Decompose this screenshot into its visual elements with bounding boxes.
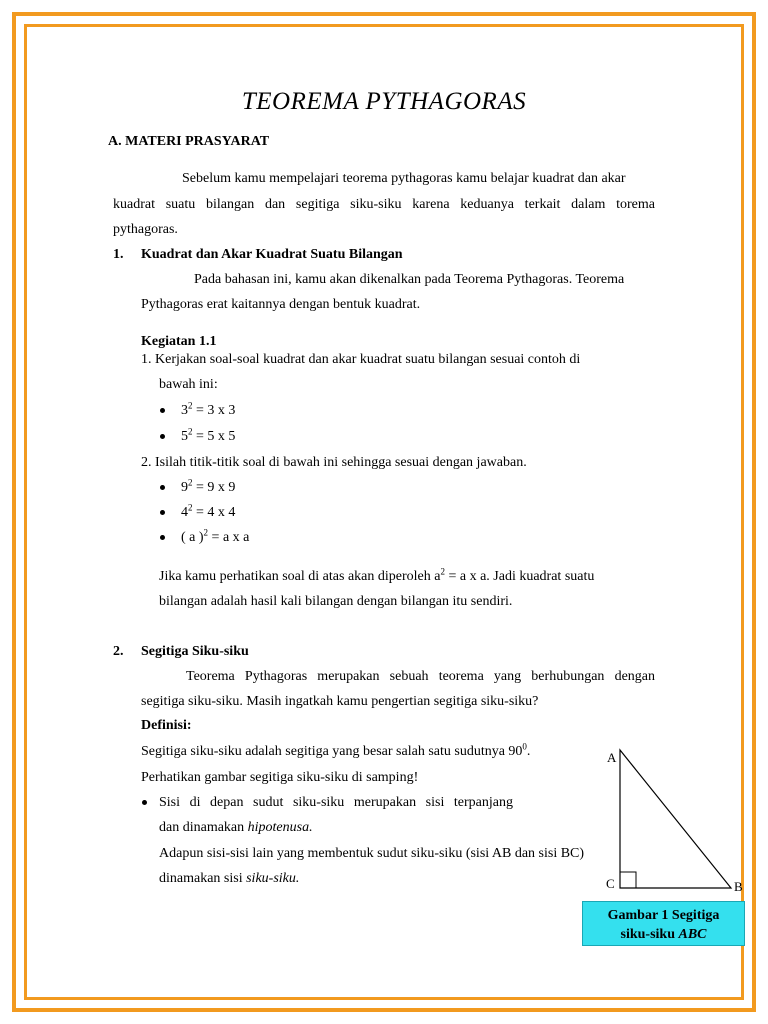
exercise-4-squared: $4^2 = 4$ x 4 — [181, 502, 236, 520]
subsection-2-title: Segitiga Siku-siku — [141, 644, 249, 659]
section-a-heading: A. MATERI PRASYARAT — [108, 134, 270, 149]
right-angle-marker — [620, 872, 636, 888]
legs-line-1: Adapun sisi-sisi lain yang membentuk sudut siku-siku (sisi AB dan sisi BC) — [159, 846, 585, 861]
kegiatan-heading: Kegiatan 1.1 — [141, 334, 217, 349]
definition-line-2: Perhatikan gambar segitiga siku-siku di samping! — [141, 770, 419, 785]
exercise-9-squared: $9^2 = 9$ x 9 — [181, 477, 236, 495]
subsection-1-number: 1. — [113, 247, 124, 262]
exercise-a-squared: ( a )$^2$ = a x a — [181, 527, 250, 545]
kegiatan-item-1-line-2: bawah ini: — [159, 377, 218, 392]
subsection-1-title: Kuadrat dan Akar Kuadrat Suatu Bilangan — [141, 247, 403, 262]
sub2-para-line-1: Teorema Pythagoras merupakan sebuah teorema yang berhubungan dengan — [186, 669, 655, 684]
kegiatan-item-2: 2. Isilah titik-titik soal di bawah ini sehingga sesuai dengan jawaban. — [141, 455, 527, 470]
vertex-b-label: B — [734, 879, 743, 894]
intro-line-3: pythagoras. — [113, 222, 178, 237]
intro-line-2: kuadrat suatu bilangan dan segitiga siku-siku karena keduanya terkait dalam torema — [113, 197, 655, 212]
sub1-para-line-1: Pada bahasan ini, kamu akan dikenalkan pada Teorema Pythagoras. Teorema — [194, 272, 625, 287]
kegiatan-item-1-line-1: 1. Kerjakan soal-soal kuadrat dan akar kuadrat suatu bilangan sesuai contoh di — [141, 352, 581, 367]
vertex-a-label: A — [607, 750, 617, 765]
figure-caption — [582, 901, 745, 946]
intro-line-1: Sebelum kamu mempelajari teorema pythagoras kamu belajar kuadrat dan akar — [182, 171, 626, 186]
subsection-2-number: 2. — [113, 644, 124, 659]
legs-line-2: dinamakan sisi siku-siku. — [159, 871, 300, 886]
page-title: TEOREMA PYTHAGORAS — [241, 88, 527, 115]
hypotenuse-line-2: dan dinamakan hipotenusa. — [159, 820, 313, 835]
definition-heading: Definisi: — [141, 718, 192, 733]
hypotenuse-line-1: Sisi di depan sudut siku-siku merupakan sisi terpanjang — [159, 795, 513, 810]
sub1-para-line-2: Pythagoras erat kaitannya dengan bentuk kuadrat. — [141, 297, 421, 312]
sub2-para-line-2: segitiga siku-siku. Masih ingatkah kamu pengertian segitiga siku-siku? — [141, 694, 539, 709]
conclusion-line-1: Jika kamu perhatikan soal di atas akan diperoleh $a^2 = a$ x a. Jadi kuadrat suatu — [159, 566, 595, 584]
triangle-abc — [620, 750, 731, 888]
example-5-squared: $5^2 = 5$ x 5 — [181, 426, 236, 444]
vertex-c-label: C — [606, 876, 615, 891]
definition-line-1: Segitiga siku-siku adalah segitiga yang besar salah satu sudutnya $90^0$. — [141, 741, 531, 759]
caption-line-1: Gambar 1 Segitiga — [607, 908, 720, 923]
caption-line-2: siku-siku ABC — [620, 927, 707, 942]
conclusion-line-2: bilangan adalah hasil kali bilangan dengan bilangan itu sendiri. — [159, 594, 513, 609]
example-3-squared: $3^2 = 3$ x 3 — [181, 400, 236, 418]
